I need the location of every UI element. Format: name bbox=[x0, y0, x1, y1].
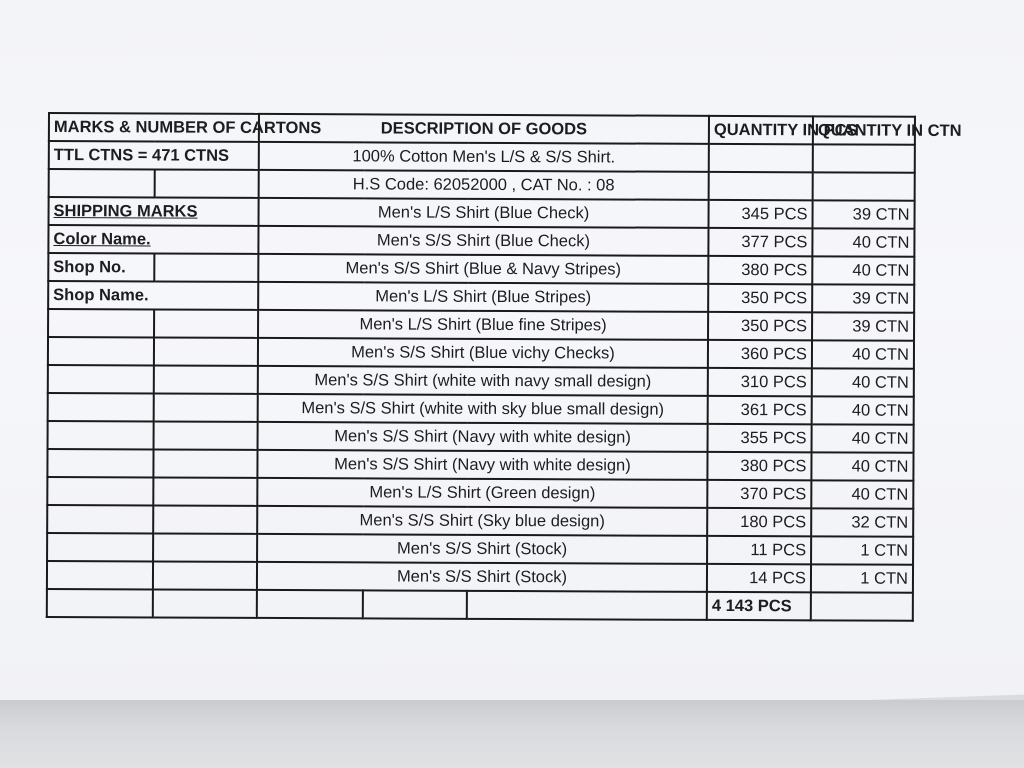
empty-cell bbox=[154, 393, 258, 421]
empty-cell bbox=[811, 592, 913, 620]
item-qty-ctn: 39 CTN bbox=[812, 312, 914, 340]
item-qty-ctn: 1 CTN bbox=[811, 564, 913, 592]
table-row bbox=[48, 421, 914, 453]
item-description: Men's L/S Shirt (Green design) bbox=[257, 478, 707, 508]
item-qty-pcs: 361 PCS bbox=[708, 396, 812, 424]
empty-cell bbox=[154, 337, 258, 365]
empty-cell bbox=[154, 421, 258, 449]
table-row bbox=[47, 561, 913, 593]
item-qty-ctn: 40 CTN bbox=[812, 228, 914, 256]
empty-cell bbox=[154, 365, 258, 393]
header-row bbox=[49, 113, 915, 145]
table-row bbox=[48, 281, 914, 313]
item-description: Men's S/S Shirt (white with sky blue small design) bbox=[258, 394, 708, 424]
empty-cell bbox=[257, 590, 363, 618]
empty-cell bbox=[154, 309, 258, 337]
empty-cell bbox=[813, 144, 915, 172]
packing-list-table bbox=[46, 112, 962, 622]
table-row bbox=[48, 337, 914, 369]
item-qty-ctn: 40 CTN bbox=[812, 256, 914, 284]
empty-cell bbox=[153, 533, 257, 561]
item-description: Men's S/S Shirt (Stock) bbox=[257, 534, 707, 564]
item-qty-pcs: 350 PCS bbox=[708, 312, 812, 340]
item-qty-pcs: 380 PCS bbox=[707, 452, 811, 480]
empty-cell bbox=[153, 589, 257, 617]
item-rows bbox=[47, 197, 915, 593]
item-description: Men's S/S Shirt (Navy with white design) bbox=[258, 422, 708, 452]
empty-cell bbox=[709, 172, 813, 200]
hs-code-row bbox=[49, 169, 915, 201]
table-row bbox=[48, 253, 914, 285]
item-description: Men's S/S Shirt (Blue Check) bbox=[258, 226, 708, 256]
empty-cell bbox=[47, 505, 153, 533]
item-qty-pcs: 360 PCS bbox=[708, 340, 812, 368]
total-row bbox=[47, 589, 913, 621]
item-qty-pcs: 370 PCS bbox=[707, 480, 811, 508]
ttl-ctns: TTL CTNS = 471 CTNS bbox=[49, 141, 259, 170]
total-pcs: 4 143 PCS bbox=[707, 592, 811, 620]
empty-cell bbox=[47, 561, 153, 589]
item-qty-ctn: 40 CTN bbox=[812, 396, 914, 424]
item-qty-pcs: 380 PCS bbox=[708, 256, 812, 284]
item-qty-pcs: 180 PCS bbox=[707, 508, 811, 536]
background-surface bbox=[0, 700, 1024, 768]
item-description: Men's S/S Shirt (Blue vichy Checks) bbox=[258, 338, 708, 368]
header-description: DESCRIPTION OF GOODS bbox=[259, 114, 709, 144]
header-qty-ctn: QUANTITY IN CTN bbox=[813, 116, 915, 144]
header-qty-pcs: QUANTITY IN PCS bbox=[709, 116, 813, 144]
marks-label: Shop Name. bbox=[48, 281, 258, 310]
empty-cell bbox=[48, 421, 154, 449]
general-description: 100% Cotton Men's L/S & S/S Shirt. bbox=[259, 142, 709, 172]
item-qty-ctn: 40 CTN bbox=[811, 452, 913, 480]
table-row bbox=[48, 365, 914, 397]
table-row bbox=[48, 309, 914, 341]
table-row bbox=[48, 393, 914, 425]
item-qty-ctn: 40 CTN bbox=[812, 340, 914, 368]
item-qty-ctn: 39 CTN bbox=[812, 200, 914, 228]
item-description: Men's L/S Shirt (Blue Check) bbox=[259, 198, 709, 228]
empty-cell bbox=[48, 365, 154, 393]
item-qty-ctn: 39 CTN bbox=[812, 284, 914, 312]
empty-cell bbox=[48, 393, 154, 421]
header-marks: MARKS & NUMBER OF CARTONS bbox=[49, 113, 259, 142]
empty-cell bbox=[153, 477, 257, 505]
item-qty-pcs: 345 PCS bbox=[709, 200, 813, 228]
item-qty-pcs: 355 PCS bbox=[708, 424, 812, 452]
item-qty-ctn: 40 CTN bbox=[811, 480, 913, 508]
empty-cell bbox=[49, 169, 155, 197]
table-row bbox=[47, 477, 913, 509]
empty-cell bbox=[47, 449, 153, 477]
item-qty-pcs: 377 PCS bbox=[708, 228, 812, 256]
empty-cell bbox=[709, 144, 813, 172]
empty-cell bbox=[813, 172, 915, 200]
item-description: Men's S/S Shirt (Stock) bbox=[257, 562, 707, 592]
item-description: Men's S/S Shirt (Blue & Navy Stripes) bbox=[258, 254, 708, 284]
empty-cell bbox=[47, 533, 153, 561]
item-qty-pcs: 310 PCS bbox=[708, 368, 812, 396]
marks-label: Color Name. bbox=[48, 225, 258, 254]
table-row bbox=[47, 505, 913, 537]
marks-label: Shop No. bbox=[48, 253, 154, 281]
empty-cell bbox=[48, 337, 154, 365]
item-qty-pcs: 14 PCS bbox=[707, 564, 811, 592]
empty-cell bbox=[363, 590, 467, 618]
table-row bbox=[49, 197, 915, 229]
item-qty-pcs: 350 PCS bbox=[708, 284, 812, 312]
ttl-ctns-row bbox=[49, 141, 915, 173]
item-qty-ctn: 40 CTN bbox=[812, 368, 914, 396]
empty-cell bbox=[47, 477, 153, 505]
hs-code: H.S Code: 62052000 , CAT No. : 08 bbox=[259, 170, 709, 200]
empty-cell bbox=[467, 591, 707, 620]
item-qty-ctn: 32 CTN bbox=[811, 508, 913, 536]
item-qty-ctn: 1 CTN bbox=[811, 536, 913, 564]
empty-cell bbox=[155, 169, 259, 197]
item-qty-ctn: 40 CTN bbox=[812, 424, 914, 452]
empty-cell bbox=[153, 505, 257, 533]
item-description: Men's S/S Shirt (Navy with white design) bbox=[257, 450, 707, 480]
table-row bbox=[47, 449, 913, 481]
empty-cell bbox=[153, 449, 257, 477]
empty-cell bbox=[48, 309, 154, 337]
item-description: Men's S/S Shirt (white with navy small design) bbox=[258, 366, 708, 396]
marks-label: SHIPPING MARKS bbox=[49, 197, 259, 226]
item-qty-pcs: 11 PCS bbox=[707, 536, 811, 564]
item-description: Men's L/S Shirt (Blue Stripes) bbox=[258, 282, 708, 312]
empty-cell bbox=[154, 253, 258, 281]
table-row bbox=[48, 225, 914, 257]
table-row bbox=[47, 533, 913, 565]
empty-cell bbox=[47, 589, 153, 617]
empty-cell bbox=[153, 561, 257, 589]
item-description: Men's L/S Shirt (Blue fine Stripes) bbox=[258, 310, 708, 340]
item-description: Men's S/S Shirt (Sky blue design) bbox=[257, 506, 707, 536]
